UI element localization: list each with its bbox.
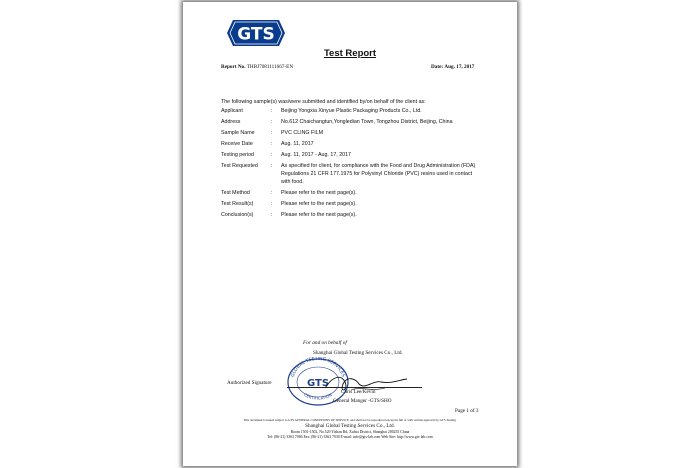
field-colon: : (271, 212, 273, 218)
field-colon: : (271, 141, 273, 147)
field-label: Testing period (221, 152, 254, 158)
field-label: Applicant (221, 108, 243, 114)
field-value: Aug. 11, 2017 (281, 141, 314, 147)
field-colon: : (271, 201, 273, 207)
field-label: Sample Name (221, 130, 255, 136)
footer-address: Room 1501-1502, No.520 Yishan Rd, Xuhui District, Shanghai 200235 China (290, 430, 410, 434)
field-label: Test Result(s) (221, 201, 254, 207)
stamp-text: GLOBAL TESTING SERVICES (290, 357, 346, 378)
footer-note: This document is issued subject to GTS GENERAL CONDITIONS OF SERVICE, and shall not be reproduced except in full or with written approval by GTS Testing. (243, 418, 457, 422)
gts-logo (227, 20, 285, 46)
field-colon: : (271, 130, 273, 136)
field-value: PVC CLING FILM (281, 130, 324, 136)
signature-company: Shanghai Global Testing Services Co., Ltd. (313, 350, 403, 356)
logo-text: GTS (237, 24, 275, 45)
field-value: with food. (281, 179, 304, 185)
field-value: As specified for client, for compliance with the Food and Drug Administration (FDA) (281, 163, 476, 169)
authorized-signature-label: Authorized Signature (227, 380, 272, 386)
for-and-on-behalf: For and on behalf of (303, 340, 347, 346)
field-value: Please refer to the next page(s). (281, 212, 357, 218)
field-value: Please refer to the next page(s). (281, 201, 357, 207)
report-date: Date: Aug. 17, 2017 (431, 64, 475, 70)
footer-contact: Tel: (86-21) 3363 7066 Fax: (86-21) 3363 7030 E-mail: info@gts-lab.com Web Site: http://www.gts-lab.com (267, 435, 433, 439)
field-value: No.612 Chaichangtun,Yongledian Town, Tongzhou District, Beijing, China (281, 119, 453, 125)
field-colon: : (271, 152, 273, 158)
signature-line (287, 387, 422, 388)
signer-name: Chris Lee/Kevin (341, 389, 376, 395)
field-value: Aug. 11, 2017 - Aug. 17, 2017 (281, 152, 351, 158)
field-colon: : (271, 108, 273, 114)
field-colon: : (271, 163, 273, 169)
handwritten-signature (321, 370, 411, 400)
stamp-bottom-text: CERTIFICATION (303, 391, 333, 401)
report-number: Report No. THBJ7081111667-EN (221, 64, 294, 70)
signer-position: General Manger -GTS/SHO (333, 398, 392, 404)
field-colon: : (271, 190, 273, 196)
report-page (183, 2, 517, 466)
field-label: Test Method (221, 190, 250, 196)
field-label: Address (221, 119, 241, 125)
footer-company: Shanghai Global Testing Services Co., Ltd. (305, 423, 395, 429)
field-colon: : (271, 119, 273, 125)
stamp-logo-text: GTS (306, 378, 330, 389)
field-value: Beijing Yongxia Xinyue Plastic Packaging Products Co., Ltd. (281, 108, 422, 114)
field-label: Receive Date (221, 141, 253, 147)
field-label: Test Requested (221, 163, 258, 169)
field-value: Regulations 21 CFR 177.1975 for Polyvinyl Chloride (PVC) resins used in contact (281, 171, 473, 177)
field-label: Conclusion(s) (221, 212, 254, 218)
page-number: Page 1 of 3 (455, 408, 479, 414)
field-value: Please refer to the next page(s). (281, 190, 357, 196)
document-title: Test Report (323, 48, 377, 59)
intro-text: The following sample(s) was/were submitted and identified by/on behalf of the client as: (221, 99, 426, 105)
